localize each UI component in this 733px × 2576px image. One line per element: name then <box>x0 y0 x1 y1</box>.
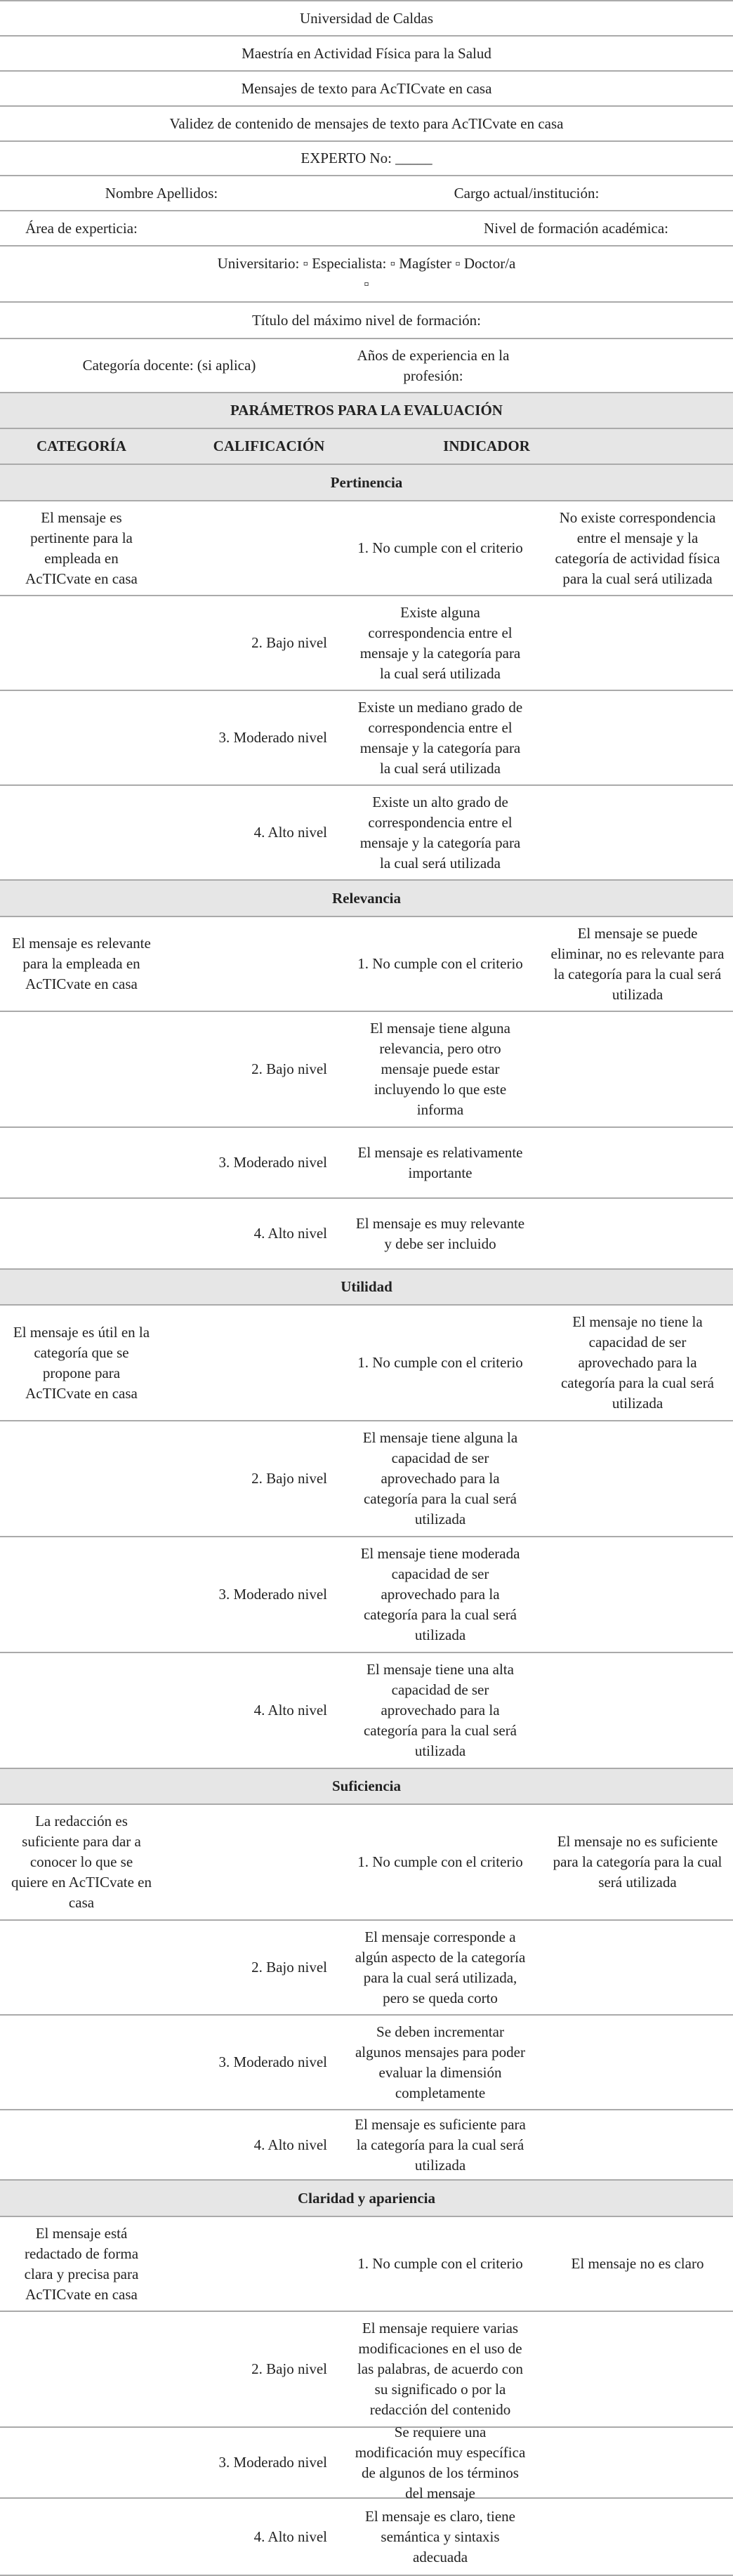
level-description: El mensaje requiere varias modificaciones en el uso de las palabras, de acuerdo con su significado o por la redacción del contenido <box>357 2320 524 2418</box>
teaching-experience-row <box>0 339 733 393</box>
criterion-row[interactable] <box>0 786 733 881</box>
criterion-row[interactable] <box>0 917 733 1012</box>
indicator-text: El mensaje no tiene la capacidad de ser aprovechado para la categoría para la cual será utilizada <box>560 1313 715 1412</box>
level-description: Se requiere una modificación muy específica de algunos de los términos del mensaje <box>355 2423 526 2502</box>
indicator-cell <box>542 2254 733 2274</box>
category-text: La redacción es suficiente para dar a conocer lo que se quiere en AcTICvate en casa <box>11 1813 152 1911</box>
name-label[interactable]: Nombre Apellidos: <box>105 184 218 202</box>
subject-title: Mensajes de texto para AcTICvate en casa <box>241 79 492 97</box>
criterion-row[interactable] <box>0 1805 733 1921</box>
program-row <box>0 37 733 72</box>
criterion-row[interactable] <box>0 2423 733 2502</box>
criterion-row[interactable] <box>0 1012 733 1128</box>
university-name: Universidad de Caldas <box>299 9 434 27</box>
criterion-row[interactable] <box>0 596 733 691</box>
criterion-row[interactable] <box>0 2110 733 2181</box>
grade-level-label[interactable]: 2. Bajo nivel <box>251 634 327 651</box>
indicator-cell <box>542 1832 733 1893</box>
level-description-cell <box>338 603 542 684</box>
criterion-row[interactable] <box>0 1128 733 1199</box>
level-description: El mensaje es suficiente para la categoría para la cual será utilizada <box>355 2115 526 2174</box>
level-description: El mensaje es relativamente importante <box>357 1143 523 1181</box>
level-description-cell <box>338 1143 542 1183</box>
education-options[interactable]: Universitario: ▫ Especialista: ▫ Magíster ▫ Doctor/a <box>217 255 516 272</box>
section-header <box>0 465 733 501</box>
grade-level-label[interactable]: 3. Moderado nivel <box>218 729 327 746</box>
category-cell <box>0 1322 163 1404</box>
education-option-checkbox[interactable]: ▫ <box>364 275 369 292</box>
grade-level-label[interactable]: 1. No cumple con el criterio <box>357 539 523 556</box>
level-description: El mensaje corresponde a algún aspecto de la categoría para la cual será utilizada, pero se queda corto <box>355 1928 526 2006</box>
level-description-cell <box>338 1214 542 1254</box>
column-header-indicator: INDICADOR <box>443 438 530 454</box>
validation-row <box>0 107 733 142</box>
category-cell <box>0 933 163 994</box>
section-title: Pertinencia <box>330 473 403 491</box>
expertise-label[interactable]: Área de experticia: <box>25 219 138 237</box>
section-header <box>0 881 733 917</box>
teaching-category-label[interactable]: Categoría docente: (si aplica) <box>82 357 256 374</box>
criterion-row[interactable] <box>0 691 733 786</box>
education-options-row <box>0 247 733 303</box>
expert-number-field[interactable]: EXPERTO No: _____ <box>301 150 432 166</box>
criterion-row[interactable] <box>0 2016 733 2110</box>
sections-container <box>0 465 733 2576</box>
grade-level-label[interactable]: 1. No cumple con el criterio <box>357 955 523 972</box>
grade-level-label[interactable]: 4. Alto nivel <box>253 824 327 841</box>
criterion-row[interactable] <box>0 2312 733 2428</box>
indicator-text: El mensaje se puede eliminar, no es relevante para la categoría para la cual será utilizada <box>550 924 725 1003</box>
grade-level-label[interactable]: 3. Moderado nivel <box>218 1586 327 1603</box>
criterion-row[interactable] <box>0 1653 733 1769</box>
level-description-cell <box>338 2422 542 2504</box>
criterion-row[interactable] <box>0 2499 733 2576</box>
indicator-cell <box>542 924 733 1005</box>
level-description: El mensaje es muy relevante y debe ser incluido <box>355 1214 525 1252</box>
expertise-education-row <box>0 211 733 247</box>
level-description: Se deben incrementar algunos mensajes para poder evaluar la dimensión completamente <box>355 2023 525 2101</box>
grade-level-label[interactable]: 1. No cumple con el criterio <box>357 1853 523 1870</box>
max-title-label[interactable]: Título del máximo nivel de formación: <box>251 311 481 329</box>
level-description-cell <box>338 697 542 779</box>
grade-level-label[interactable]: 3. Moderado nivel <box>218 1154 327 1171</box>
indicator-cell <box>542 508 733 589</box>
category-text: El mensaje es útil en la categoría que se propone para AcTICvate en casa <box>13 1323 150 1402</box>
level-description-cell <box>338 2318 542 2420</box>
level-description-cell <box>338 2506 542 2568</box>
subject-row <box>0 72 733 107</box>
category-text: El mensaje es pertinente para la empleada en AcTICvate en casa <box>25 508 138 587</box>
education-label[interactable]: Nivel de formación académica: <box>484 219 668 237</box>
criterion-row[interactable] <box>0 1921 733 2016</box>
section-title: Utilidad <box>341 1278 392 1295</box>
category-cell <box>0 508 163 589</box>
column-header-grade: CALIFICACIÓN <box>213 438 325 454</box>
level-description-cell <box>338 2022 542 2103</box>
params-title: PARÁMETROS PARA LA EVALUACIÓN <box>230 402 503 419</box>
level-description-cell <box>338 1660 542 1761</box>
grade-level-label[interactable]: 4. Alto nivel <box>253 2528 327 2545</box>
expert-row <box>0 142 733 176</box>
grade-level-label[interactable]: 2. Bajo nivel <box>251 2360 327 2377</box>
grade-level-label[interactable]: 4. Alto nivel <box>253 1225 327 1242</box>
level-description-cell <box>338 2115 542 2176</box>
indicator-text: El mensaje no es claro <box>571 2255 704 2272</box>
level-description: Existe alguna correspondencia entre el mensaje y la categoría para la cual será utilizada <box>359 603 521 682</box>
indicator-text: No existe correspondencia entre el mensaje y la categoría de actividad física para la cual será utilizada <box>555 508 720 587</box>
level-description-cell <box>338 1927 542 2009</box>
level-description: El mensaje tiene una alta capacidad de ser aprovechado para la categoría para la cual será utilizada <box>363 1661 517 1759</box>
experience-years-label[interactable]: Años de experiencia en la profesión: <box>357 346 510 384</box>
level-description: El mensaje tiene moderada capacidad de ser aprovechado para la categoría para la cual será utilizada <box>360 1545 520 1643</box>
criterion-row[interactable] <box>0 1306 733 1421</box>
grade-level-label[interactable]: 2. Bajo nivel <box>251 1470 327 1487</box>
grade-level-label[interactable]: 4. Alto nivel <box>253 1702 327 1719</box>
validation-title: Validez de contenido de mensajes de texto para AcTICvate en casa <box>169 114 564 132</box>
grade-level-label[interactable]: 1. No cumple con el criterio <box>357 1354 523 1371</box>
section-header <box>0 2181 733 2217</box>
section-title: Suficiencia <box>332 1777 401 1794</box>
level-description-cell <box>338 1018 542 1120</box>
level-description-cell <box>338 1544 542 1645</box>
section-title: Claridad y apariencia <box>297 2189 435 2207</box>
level-description: El mensaje es claro, tiene semántica y sintaxis adecuada <box>365 2507 515 2565</box>
grade-level-label[interactable]: 4. Alto nivel <box>253 2136 327 2153</box>
name-position-row <box>0 176 733 211</box>
grade-level-label[interactable]: 3. Moderado nivel <box>218 2053 327 2070</box>
category-cell <box>0 2223 163 2305</box>
section-header <box>0 1769 733 1805</box>
grade-level-label[interactable]: 3. Moderado nivel <box>218 2454 327 2471</box>
column-header-row <box>0 429 733 465</box>
grade-level-label[interactable]: 2. Bajo nivel <box>251 1959 327 1976</box>
level-description: Existe un alto grado de correspondencia entre el mensaje y la categoría para la cual será utilizada <box>359 793 521 872</box>
params-header <box>0 393 733 429</box>
category-text: El mensaje es relevante para la empleada en AcTICvate en casa <box>12 935 151 992</box>
category-text: El mensaje está redactado de forma clara y precisa para AcTICvate en casa <box>24 2224 139 2303</box>
criterion-row[interactable] <box>0 1537 733 1653</box>
section-header <box>0 1270 733 1306</box>
section-title: Relevancia <box>332 889 401 907</box>
indicator-text: El mensaje no es suficiente para la categoría para la cual será utilizada <box>553 1833 722 1891</box>
category-cell <box>0 1811 163 1913</box>
level-description-cell <box>338 1428 542 1530</box>
grade-level-label[interactable]: 2. Bajo nivel <box>251 1060 327 1077</box>
criterion-row[interactable] <box>0 2217 733 2312</box>
criterion-row[interactable] <box>0 501 733 596</box>
level-description: El mensaje tiene alguna la capacidad de ser aprovechado para la categoría para la cual será utilizada <box>362 1429 518 1527</box>
criterion-row[interactable] <box>0 1421 733 1537</box>
column-header-category: CATEGORÍA <box>37 438 126 454</box>
grade-level-label[interactable]: 1. No cumple con el criterio <box>357 2255 523 2272</box>
indicator-cell <box>542 1312 733 1414</box>
university-row <box>0 0 733 37</box>
program-name: Maestría en Actividad Física para la Salud <box>242 44 491 62</box>
level-description: Existe un mediano grado de correspondencia entre el mensaje y la categoría para la cual será utilizada <box>357 698 523 777</box>
criterion-row[interactable] <box>0 1199 733 1270</box>
level-description: El mensaje tiene alguna relevancia, pero otro mensaje puede estar incluyendo lo que este informa <box>369 1020 510 1118</box>
level-description-cell <box>338 792 542 874</box>
position-label[interactable]: Cargo actual/institución: <box>454 184 600 202</box>
max-title-row <box>0 303 733 339</box>
